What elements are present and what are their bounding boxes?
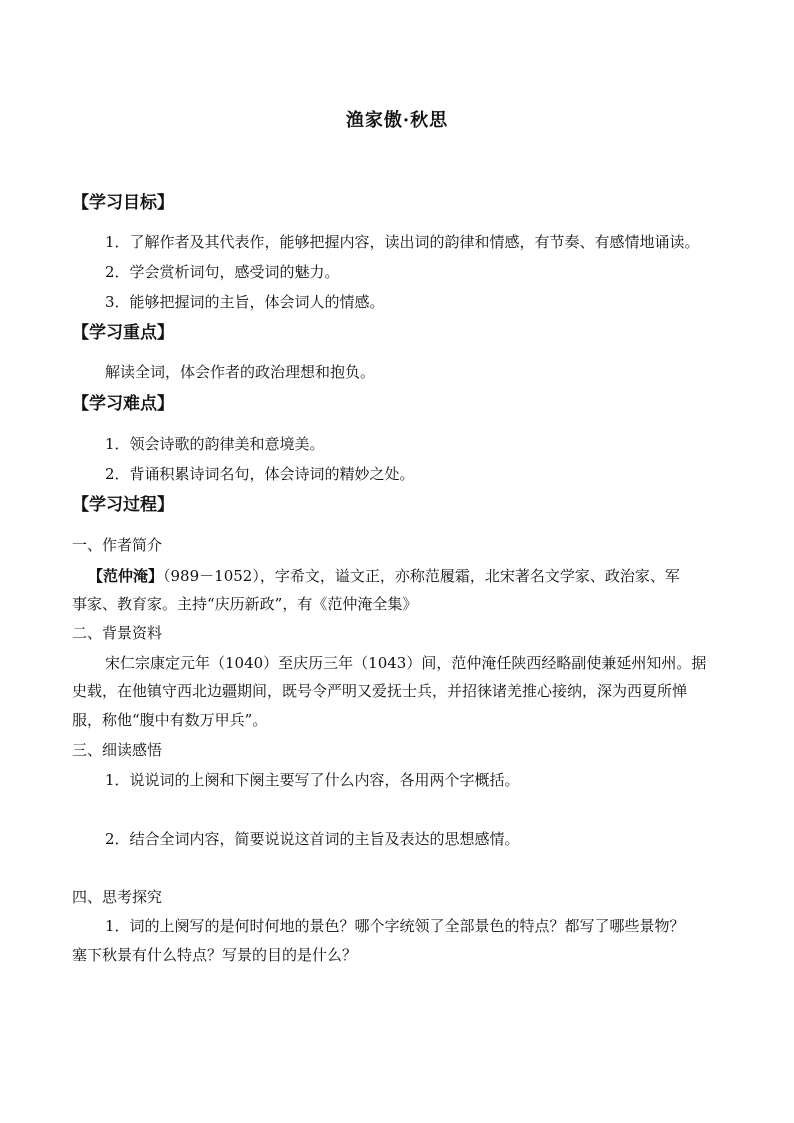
focus-text: 解读全词，体会作者的政治理想和抱负。	[105, 363, 376, 381]
background-heading: 二、背景资料	[72, 624, 163, 642]
reading-heading: 三、细读感悟	[72, 741, 163, 759]
difficulty-item-1: 1．领会诗歌的韵律美和意境美。	[105, 435, 325, 453]
author-line-2: 事家、教育家。主持“庆历新政”，有《范仲淹全集》	[72, 595, 418, 613]
goals-item-1: 1．了解作者及其代表作，能够把握内容，读出词的韵律和情感，有节奏、有感情地诵读。	[105, 233, 700, 251]
goals-heading: 【学习目标】	[72, 193, 174, 213]
explore-question-1-line-2: 塞下秋景有什么特点？写景的目的是什么？	[72, 946, 358, 964]
reading-question-2: 2．结合全词内容，简要说说这首词的主旨及表达的思想感情。	[105, 830, 520, 848]
difficulty-item-2: 2．背诵积累诗词名句，体会诗词的精妙之处。	[105, 465, 415, 483]
goals-item-3: 3．能够把握词的主旨，体会词人的情感。	[105, 293, 385, 311]
page-title: 渔家傲·秋思	[345, 110, 449, 131]
author-heading: 一、作者简介	[72, 536, 163, 554]
author-line-1-text: （989－1052），字希文，谥文正，亦称范履霜，北宋著名文学家、政治家、军	[163, 567, 680, 585]
background-line-2: 史载，在他镇守西北边疆期间，既号令严明又爱抚士兵，并招徕诸羌推心接纳，深为西夏所惮	[72, 682, 688, 700]
author-name: 【范仲淹】	[88, 567, 164, 585]
difficulty-heading: 【学习难点】	[72, 394, 174, 414]
goals-item-2: 2．学会赏析词句，感受词的魅力。	[105, 263, 340, 281]
explore-question-1-line-1: 1．词的上阕写的是何时何地的景色？哪个字统领了全部景色的特点？都写了哪些景物？	[105, 917, 685, 935]
author-line-1	[88, 566, 680, 586]
explore-heading: 四、思考探究	[72, 888, 163, 906]
background-line-3: 服，称他“腹中有数万甲兵”。	[72, 711, 268, 729]
process-heading: 【学习过程】	[72, 495, 174, 515]
focus-heading: 【学习重点】	[72, 323, 174, 343]
reading-question-1: 1．说说词的上阕和下阕主要写了什么内容，各用两个字概括。	[105, 771, 520, 789]
background-line-1: 宋仁宗康定元年（1040）至庆历三年（1043）间，范仲淹任陕西经略副使兼延州知州。据	[105, 654, 707, 672]
